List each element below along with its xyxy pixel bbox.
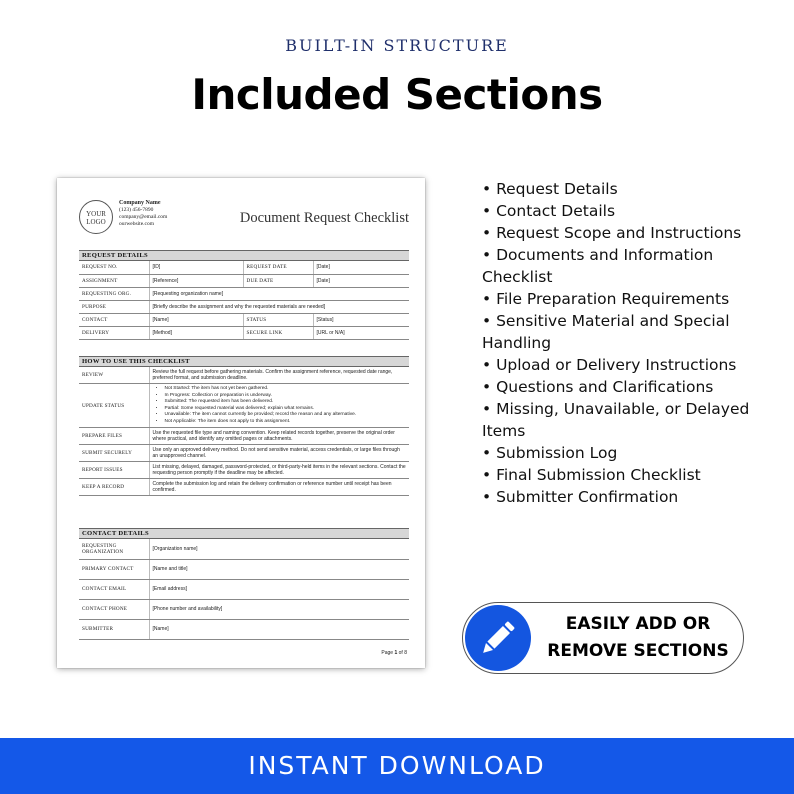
- section-heading: CONTACT DETAILS: [79, 528, 409, 539]
- list-item: • Partial: Some requested material was delivered; explain what remains.: [165, 406, 407, 413]
- field-value: [Requesting organization name]: [149, 287, 409, 300]
- field-value: [Email address]: [149, 579, 409, 599]
- badge-text: [543, 611, 733, 665]
- page-headline: Included Sections: [191, 70, 603, 119]
- list-item: • Submitter Confirmation: [482, 488, 679, 506]
- logo-line-1: YOUR: [86, 210, 106, 218]
- field-label: KEEP A RECORD: [79, 479, 149, 496]
- request-details-table: [79, 261, 409, 340]
- table-row: [79, 445, 409, 462]
- field-label: UPDATE STATUS: [79, 384, 149, 428]
- field-value: [Reference]: [149, 274, 243, 287]
- list-item: • Questions and Clarifications: [482, 378, 714, 396]
- list-item: • In Progress: Collection or preparation is underway.: [165, 393, 407, 400]
- list-item: • Contact Details: [482, 202, 616, 220]
- document-title: Document Request Checklist: [239, 210, 409, 226]
- field-label: ASSIGNMENT: [79, 274, 149, 287]
- list-item: • Final Submission Checklist: [482, 466, 701, 484]
- contact-details-section: [79, 528, 409, 640]
- table-row: [79, 428, 409, 445]
- instant-download-banner: [0, 738, 794, 794]
- field-label: STATUS: [243, 313, 313, 326]
- company-email: company@email.com: [119, 214, 168, 220]
- field-value: List missing, delayed, damaged, password-protected, or third-party-held items in the relevant sections. Contact the requesting person promptly if the deadline may be affected.: [149, 462, 409, 479]
- field-value: [149, 384, 409, 428]
- list-item: • Upload or Delivery Instructions: [482, 356, 737, 374]
- list-item: • Unavailable: The item cannot currently be provided; record the reason and any alternative.: [165, 412, 407, 419]
- list-item: • Not Applicable: The item does not apply to this assignment.: [165, 419, 407, 426]
- table-row: [79, 619, 409, 639]
- field-value: Use the requested file type and naming convention. Keep related records together, preserve the original order where practical, and identify any omitted pages or attachments.: [149, 428, 409, 445]
- field-value: [Briefly describe the assignment and why the requested materials are needed]: [149, 300, 409, 313]
- field-value: [Phone number and availability]: [149, 599, 409, 619]
- field-label: DUE DATE: [243, 274, 313, 287]
- how-to-use-section: [79, 356, 409, 496]
- table-row: [79, 287, 409, 300]
- table-row: [79, 462, 409, 479]
- list-item: • Submitted: The requested item has been delivered.: [165, 399, 407, 406]
- page-current: 1: [394, 650, 398, 656]
- field-label: REQUESTING ORG.: [79, 287, 149, 300]
- field-label: PURPOSE: [79, 300, 149, 313]
- badge-line-1: EASILY ADD OR: [565, 614, 711, 634]
- field-value: [ID]: [149, 261, 243, 274]
- field-label: SUBMITTER: [79, 619, 149, 639]
- company-phone: (123) 456-7890: [119, 207, 154, 213]
- field-label: PREPARE FILES: [79, 428, 149, 445]
- list-item: • Request Scope and Instructions: [482, 224, 742, 242]
- page-number: [381, 650, 407, 656]
- page-total: of 8: [397, 650, 407, 656]
- page-prefix: Page: [381, 650, 395, 656]
- field-label: REQUEST NO.: [79, 261, 149, 274]
- table-row: [79, 559, 409, 579]
- field-label: REQUESTING ORGANIZATION: [79, 539, 149, 559]
- section-heading: HOW TO USE THIS CHECKLIST: [79, 356, 409, 367]
- document-header: [79, 200, 409, 250]
- field-value: [Status]: [313, 313, 409, 326]
- table-row: [79, 326, 409, 339]
- list-item: • Sensitive Material and Special Handling: [482, 312, 730, 352]
- company-info: [119, 200, 167, 228]
- field-value: [Name]: [149, 313, 243, 326]
- field-label: CONTACT: [79, 313, 149, 326]
- table-row: [79, 367, 409, 384]
- request-details-section: [79, 250, 409, 340]
- table-row: [79, 300, 409, 313]
- table-row: [79, 579, 409, 599]
- field-value: [Organization name]: [149, 539, 409, 559]
- list-item: • Not Started: The item has not yet been gathered.: [165, 386, 407, 393]
- included-sections-list: [482, 178, 772, 508]
- field-label: SECURE LINK: [243, 326, 313, 339]
- field-value: [URL or N/A]: [313, 326, 409, 339]
- list-item: • Documents and Information Checklist: [482, 246, 714, 286]
- field-value: [Date]: [313, 274, 409, 287]
- banner-text: INSTANT DOWNLOAD: [248, 751, 546, 780]
- list-item: • Submission Log: [482, 444, 618, 462]
- field-value: [Name and title]: [149, 559, 409, 579]
- company-website: ourwebsite.com: [119, 221, 154, 227]
- pencil-icon: [465, 605, 531, 671]
- field-value: Complete the submission log and retain the delivery confirmation or reference number until receipt has been confirmed.: [149, 479, 409, 496]
- how-to-use-table: [79, 367, 409, 496]
- list-item: • Request Details: [482, 180, 618, 198]
- field-label: DELIVERY: [79, 326, 149, 339]
- field-label: REVIEW: [79, 367, 149, 384]
- status-list: [153, 386, 407, 425]
- document-preview: [57, 178, 425, 668]
- field-value: Use only an approved delivery method. Do not send sensitive material, access credentials, or large files through an unapproved channel.: [149, 445, 409, 462]
- table-row: [79, 539, 409, 559]
- table-row: [79, 274, 409, 287]
- contact-details-table: [79, 539, 409, 640]
- badge-line-2: REMOVE SECTIONS: [547, 641, 729, 661]
- table-row: [79, 313, 409, 326]
- table-row: [79, 384, 409, 428]
- logo-placeholder: [79, 200, 113, 234]
- list-item: • File Preparation Requirements: [482, 290, 730, 308]
- field-value: [Method]: [149, 326, 243, 339]
- table-row: [79, 599, 409, 619]
- table-row: [79, 261, 409, 274]
- field-label: CONTACT EMAIL: [79, 579, 149, 599]
- field-value: [Date]: [313, 261, 409, 274]
- logo-line-2: LOGO: [86, 218, 106, 226]
- list-item: • Missing, Unavailable, or Delayed Items: [482, 400, 750, 440]
- field-label: SUBMIT SECURELY: [79, 445, 149, 462]
- field-label: REPORT ISSUES: [79, 462, 149, 479]
- field-label: PRIMARY CONTACT: [79, 559, 149, 579]
- company-name: Company Name: [119, 200, 161, 206]
- eyebrow-label: BUILT-IN STRUCTURE: [285, 36, 509, 55]
- field-value: Review the full request before gathering materials. Confirm the assignment reference, requested date range, preferred format, and submission deadline.: [149, 367, 409, 384]
- section-heading: REQUEST DETAILS: [79, 250, 409, 261]
- field-value: [Name]: [149, 619, 409, 639]
- field-label: CONTACT PHONE: [79, 599, 149, 619]
- field-label: REQUEST DATE: [243, 261, 313, 274]
- table-row: [79, 479, 409, 496]
- edit-sections-badge: [462, 602, 744, 674]
